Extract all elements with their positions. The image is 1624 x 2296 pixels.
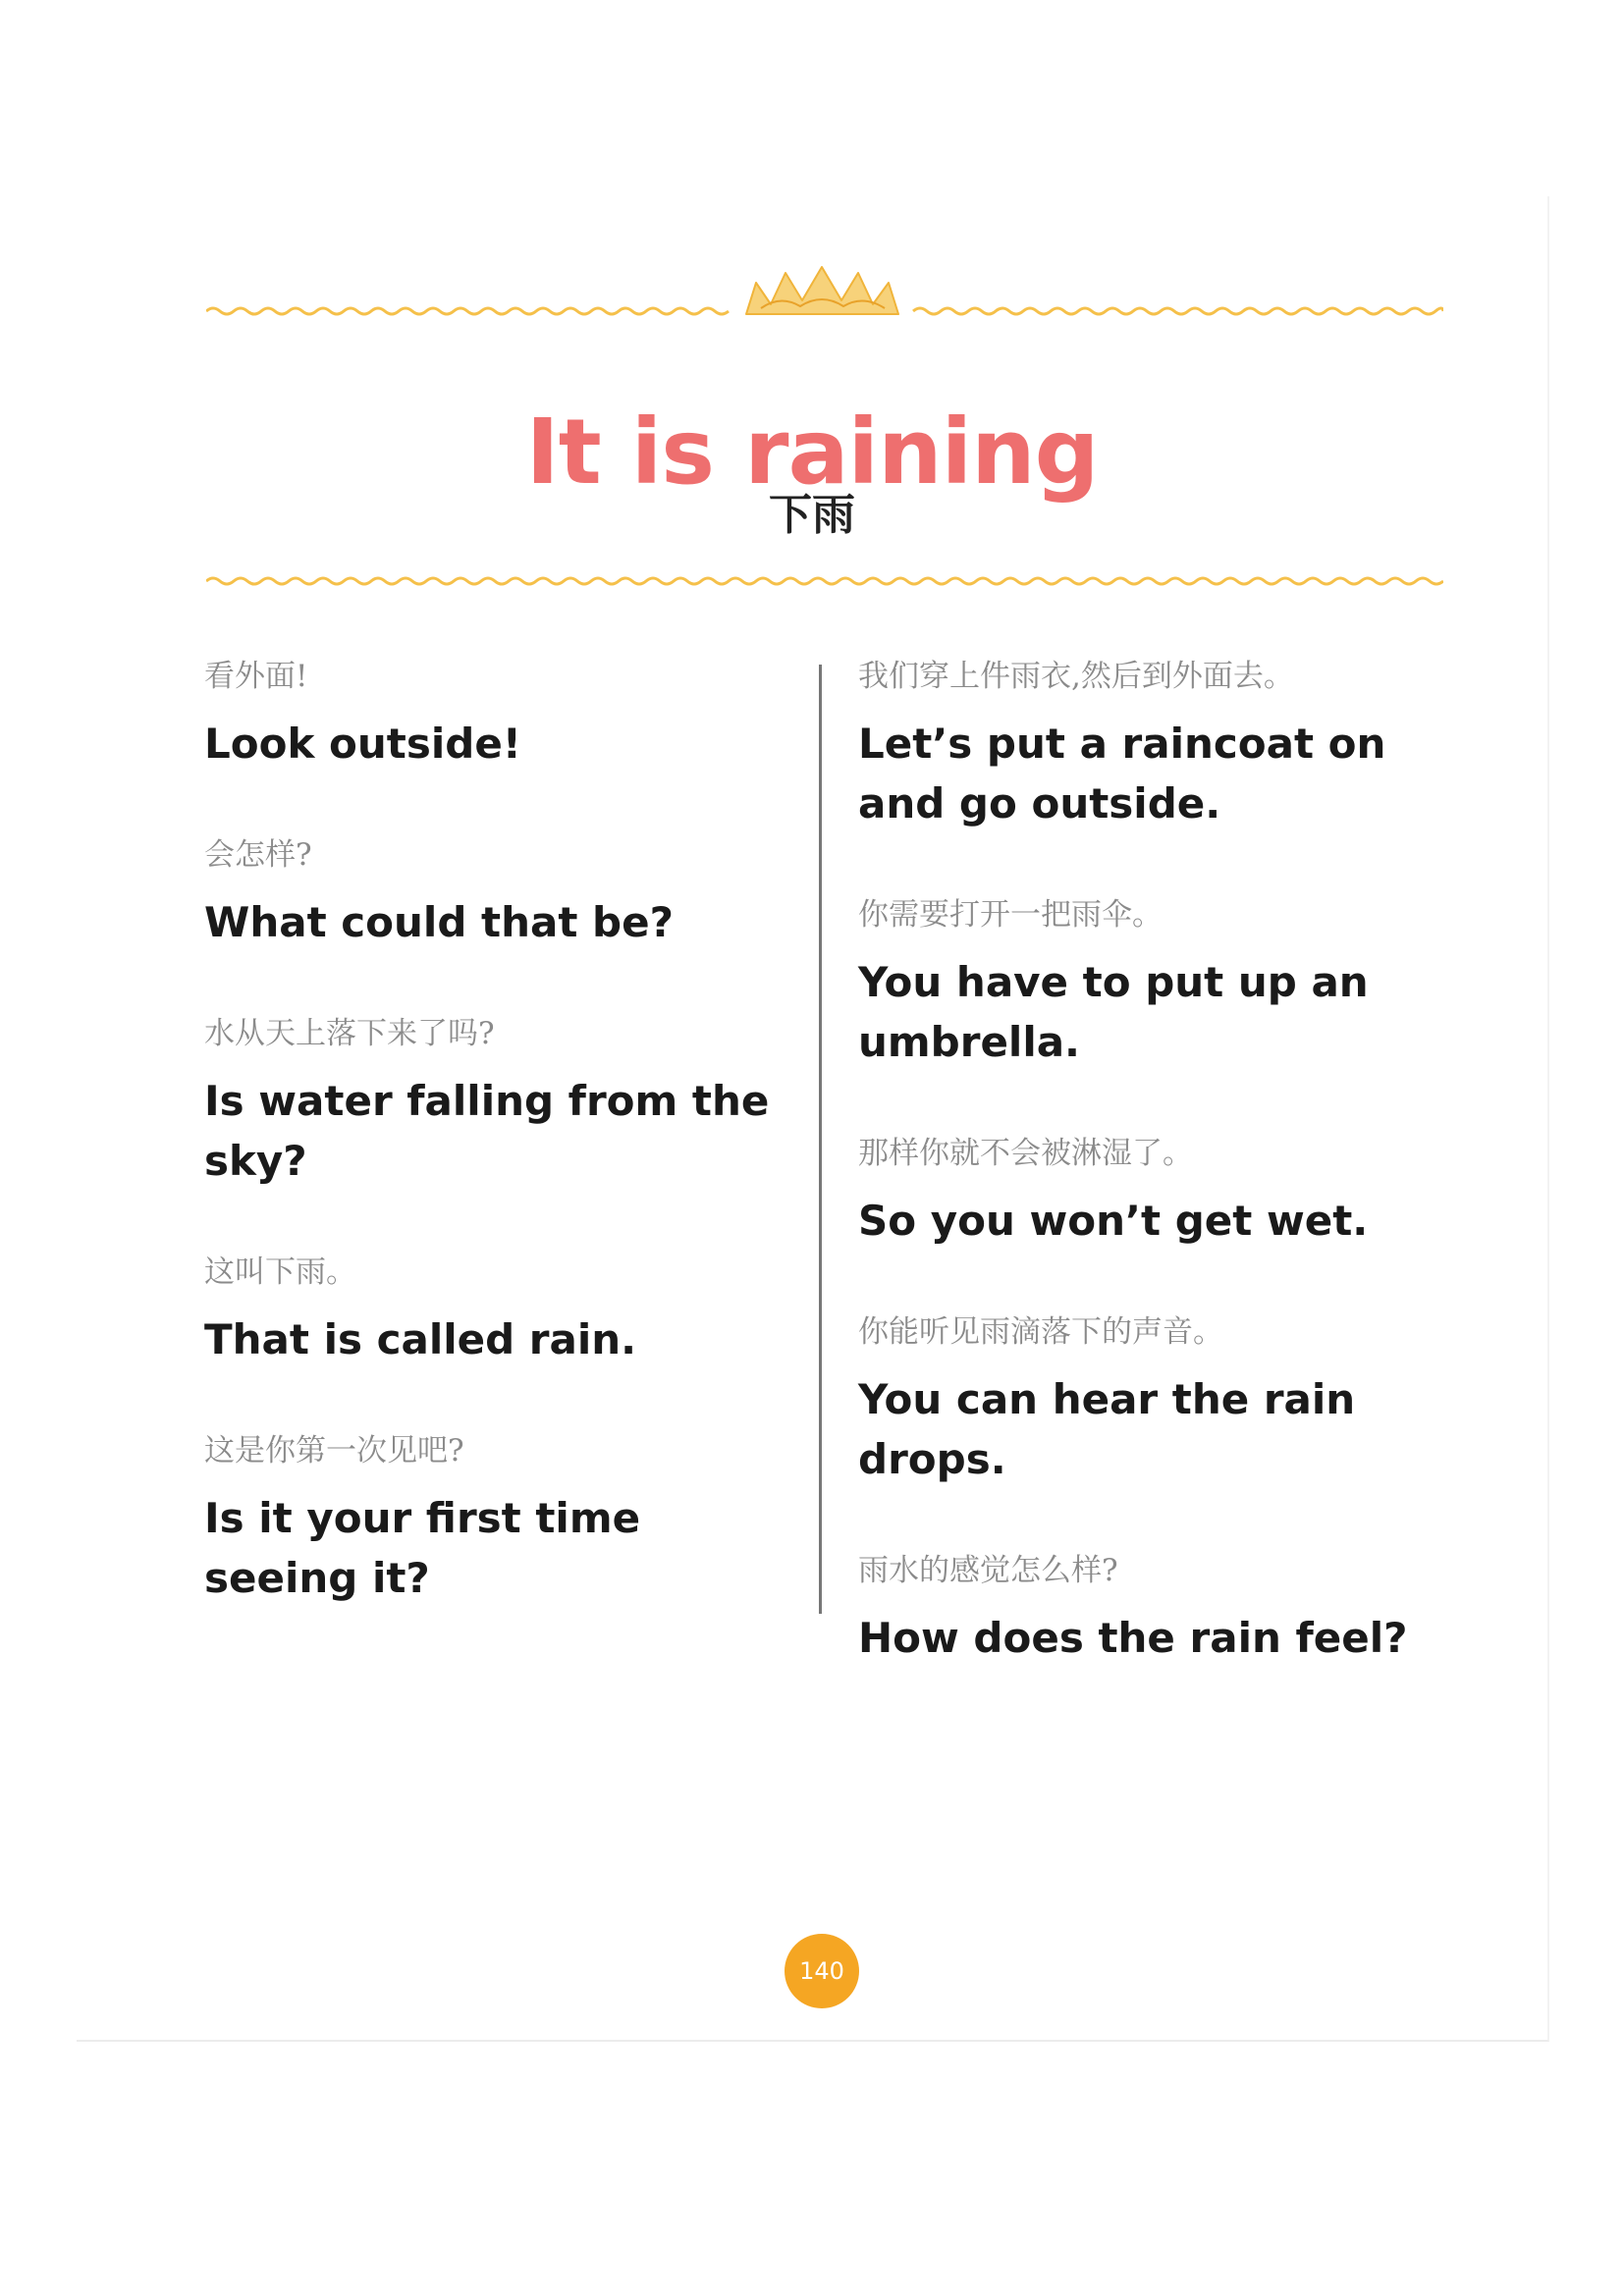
phrase-entry	[858, 1550, 1447, 1668]
chinese-phrase: 看外面!	[204, 659, 308, 694]
column-divider	[819, 665, 822, 1614]
english-phrase: What could that be?	[204, 898, 674, 946]
chinese-phrase: 会怎样?	[204, 837, 312, 873]
phrase-entry	[204, 834, 803, 952]
english-phrase: Let’s put a raincoat on and go outside.	[858, 720, 1386, 828]
phrase-entry	[204, 656, 803, 774]
english-phrase: Is water falling from the sky?	[204, 1077, 770, 1185]
chinese-phrase: 你能听见雨滴落下的声音。	[858, 1314, 1223, 1350]
phrase-entry	[858, 1133, 1447, 1251]
english-phrase: That is called rain.	[204, 1315, 637, 1363]
chinese-phrase: 我们穿上件雨衣,然后到外面去。	[858, 659, 1294, 694]
phrase-entry	[858, 656, 1447, 833]
chinese-phrase: 那样你就不会被淋湿了。	[858, 1136, 1193, 1171]
phrase-entry	[204, 1013, 803, 1191]
bottom-wavy-divider	[206, 574, 1443, 588]
chinese-phrase: 这叫下雨。	[204, 1255, 356, 1290]
right-phrase-column	[858, 656, 1447, 1668]
phrase-entry	[204, 1252, 803, 1369]
chinese-phrase: 水从天上落下来了吗?	[204, 1016, 495, 1051]
crown-ornament-icon	[741, 265, 903, 320]
english-phrase: You can hear the rain drops.	[858, 1375, 1356, 1483]
chinese-phrase: 雨水的感觉怎么样?	[858, 1553, 1118, 1588]
english-phrase: Look outside!	[204, 720, 521, 768]
page-subtitle: 下雨	[769, 490, 855, 540]
page-title: It is raining	[525, 399, 1099, 505]
chinese-phrase: 你需要打开一把雨伞。	[858, 897, 1163, 933]
english-phrase: So you won’t get wet.	[858, 1197, 1369, 1245]
phrase-entry	[858, 1311, 1447, 1489]
page-number-badge: 140	[785, 1934, 859, 2008]
phrase-entry	[204, 1430, 803, 1608]
english-phrase: How does the rain feel?	[858, 1614, 1408, 1662]
english-phrase: You have to put up an umbrella.	[858, 958, 1369, 1066]
phrase-entry	[858, 894, 1447, 1072]
left-phrase-column	[204, 656, 803, 1608]
chinese-phrase: 这是你第一次见吧?	[204, 1433, 464, 1468]
english-phrase: Is it your first time seeing it?	[204, 1494, 641, 1602]
